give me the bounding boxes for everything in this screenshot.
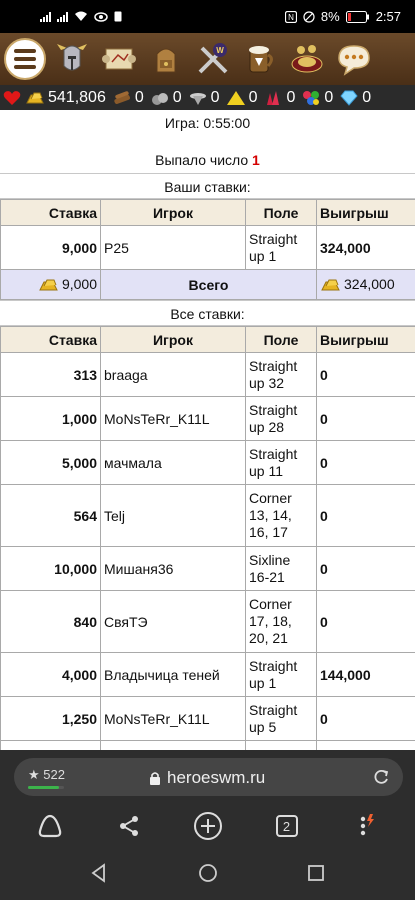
system-nav-bar xyxy=(0,850,415,900)
gems-icon xyxy=(301,89,321,107)
bet-win: 0 xyxy=(317,353,415,397)
heart-icon xyxy=(2,89,22,107)
battery-percent: 8% xyxy=(320,9,340,24)
total-win-cell xyxy=(317,270,415,300)
bet-win: 324,000 xyxy=(317,226,415,270)
bet-field: Corner 13, 14, 16, 17 xyxy=(246,485,317,547)
bet-stake: 1,000 xyxy=(1,397,101,441)
game-title: Игра: 0:55:00 xyxy=(164,115,251,131)
bet-player[interactable]: мачмала xyxy=(101,441,246,485)
bet-player[interactable]: P25 xyxy=(101,226,246,270)
wifi-icon xyxy=(74,11,88,22)
signal-icon xyxy=(40,12,51,22)
sulfur-amount: 0 xyxy=(248,88,258,106)
browser-address-area xyxy=(0,750,415,802)
home-circle-icon xyxy=(198,863,218,883)
table-row xyxy=(1,226,415,270)
diamond-icon xyxy=(339,89,359,107)
gold-icon xyxy=(320,277,342,293)
more-menu-button[interactable] xyxy=(346,806,386,846)
bet-player[interactable]: Мишаня36 xyxy=(101,547,246,591)
result-label: Выпало число xyxy=(155,152,249,168)
crystal-icon xyxy=(263,89,283,107)
wood-icon xyxy=(112,89,132,107)
diamond-amount: 0 xyxy=(362,88,372,106)
home-button[interactable] xyxy=(30,806,70,846)
bet-stake: 313 xyxy=(1,353,101,397)
browser-logo-icon xyxy=(36,813,64,839)
recents-square-icon xyxy=(306,863,326,883)
table-row xyxy=(1,653,415,697)
ore-icon xyxy=(150,89,170,107)
total-stake: 9,000 xyxy=(61,275,97,292)
sim-icon xyxy=(114,11,122,22)
bet-field: Straight up 28 xyxy=(246,397,317,441)
gold-amount: 541,806 xyxy=(48,88,106,106)
table-row xyxy=(1,353,415,397)
table-row xyxy=(1,547,415,591)
eye-icon xyxy=(94,12,108,22)
total-label: Всего xyxy=(101,270,317,300)
result-line xyxy=(0,147,415,173)
bet-field: Corner 17, 18, 20, 21 xyxy=(246,591,317,653)
plus-circle-icon xyxy=(193,811,223,841)
bet-stake: 4,000 xyxy=(1,653,101,697)
bet-player[interactable]: СвяТЭ xyxy=(101,591,246,653)
tab-count: 2 xyxy=(276,815,298,837)
your-bets-heading: Ваши ставки: xyxy=(0,173,415,199)
bet-stake: 5,000 xyxy=(1,441,101,485)
header-player: Игрок xyxy=(101,200,246,226)
total-row xyxy=(1,270,415,300)
signal-icon xyxy=(57,12,68,22)
total-stake-cell xyxy=(1,270,101,300)
bet-stake: 840 xyxy=(1,591,101,653)
reload-icon xyxy=(371,767,391,787)
more-vertical-icon xyxy=(355,813,377,839)
site-rating-value: 522 xyxy=(43,767,65,782)
all-bets-heading: Все ставки: xyxy=(0,300,415,326)
bet-win: 0 xyxy=(317,697,415,741)
roulette-icon[interactable] xyxy=(285,38,328,81)
table-row xyxy=(1,441,415,485)
bet-stake: 9,000 xyxy=(1,226,101,270)
sulfur-icon xyxy=(226,89,246,107)
url-text: heroeswm.ru xyxy=(167,768,266,787)
gold-icon xyxy=(25,89,45,107)
your-bets-table xyxy=(0,199,415,300)
table-row xyxy=(1,741,415,751)
bet-win: 0 xyxy=(317,397,415,441)
bet-win: 0 xyxy=(317,441,415,485)
bet-win: 0 xyxy=(317,547,415,591)
bet-win: 144,000 xyxy=(317,653,415,697)
mercury-amount: 0 xyxy=(210,88,220,106)
resource-bar xyxy=(0,85,415,110)
share-icon xyxy=(118,815,140,837)
bet-win: 0 xyxy=(317,485,415,547)
nfc-icon xyxy=(285,11,297,23)
address-bar[interactable] xyxy=(14,758,403,796)
menu-button[interactable] xyxy=(4,38,46,80)
gems-amount: 0 xyxy=(324,88,334,106)
back-icon xyxy=(89,863,109,883)
bet-player[interactable]: braaga xyxy=(101,353,246,397)
bet-field: Straight up 11 xyxy=(246,441,317,485)
bet-win: 0 xyxy=(317,591,415,653)
battle-swords-icon[interactable] xyxy=(191,38,234,81)
chat-bubble-icon[interactable] xyxy=(332,38,375,81)
game-nav-bar xyxy=(0,33,415,85)
bet-player[interactable]: MoNsTeRr_K11L xyxy=(101,697,246,741)
status-bar xyxy=(0,0,415,33)
reload-button[interactable] xyxy=(371,767,391,792)
star-icon: ★ xyxy=(28,767,40,782)
header-win: Выигрыш xyxy=(317,327,415,353)
header-player: Игрок xyxy=(101,327,246,353)
ore-amount: 0 xyxy=(172,88,182,106)
share-button[interactable] xyxy=(109,806,149,846)
map-scroll-icon[interactable] xyxy=(97,38,140,81)
table-row xyxy=(1,591,415,653)
header-win: Выигрыш xyxy=(317,200,415,226)
clock: 2:57 xyxy=(375,9,401,24)
gold-icon xyxy=(38,277,60,293)
bet-field: Straight up 1 xyxy=(246,653,317,697)
url-display[interactable] xyxy=(149,768,265,788)
header-field: Поле xyxy=(246,327,317,353)
knight-helmet-icon[interactable] xyxy=(50,38,93,81)
bet-stake: 10,000 xyxy=(1,547,101,591)
bet-player[interactable]: Владычица теней xyxy=(101,653,246,697)
bet-field: Straight up 32 xyxy=(246,353,317,397)
all-bets-table xyxy=(0,326,415,750)
bet-field: Sixline 16-21 xyxy=(246,547,317,591)
back-button[interactable] xyxy=(89,863,109,888)
crystal-amount: 0 xyxy=(286,88,296,106)
bet-player[interactable]: MoNsTeRr_K11L xyxy=(101,397,246,441)
table-row xyxy=(1,397,415,441)
vibrate-icon xyxy=(303,11,315,23)
new-tab-button[interactable] xyxy=(188,806,228,846)
browser-toolbar xyxy=(0,802,415,850)
bet-field: Straight up 1 xyxy=(246,226,317,270)
svg-text:N: N xyxy=(288,12,294,22)
tabs-button[interactable] xyxy=(267,806,307,846)
result-number: 1 xyxy=(252,152,260,168)
table-row xyxy=(1,697,415,741)
bet-stake: 1,250 xyxy=(1,697,101,741)
header-stake: Ставка xyxy=(1,200,101,226)
recents-button[interactable] xyxy=(306,863,326,888)
rating-progress xyxy=(28,786,64,789)
header-field: Поле xyxy=(246,200,317,226)
wood-amount: 0 xyxy=(134,88,144,106)
roulette-results xyxy=(0,110,415,750)
site-rating[interactable] xyxy=(28,767,65,783)
svg-text:W: W xyxy=(215,46,224,55)
tavern-mug-icon[interactable] xyxy=(238,38,281,81)
backpack-icon[interactable] xyxy=(144,38,187,81)
total-win: 324,000 xyxy=(344,275,395,292)
battery-icon xyxy=(346,11,370,23)
bet-field: Straight up 5 xyxy=(246,697,317,741)
table-row xyxy=(1,485,415,547)
home-nav-button[interactable] xyxy=(198,863,218,888)
header-stake: Ставка xyxy=(1,327,101,353)
lock-icon xyxy=(149,771,161,785)
bet-stake: 564 xyxy=(1,485,101,547)
mercury-icon xyxy=(188,89,208,107)
bet-player[interactable]: Telj xyxy=(101,485,246,547)
